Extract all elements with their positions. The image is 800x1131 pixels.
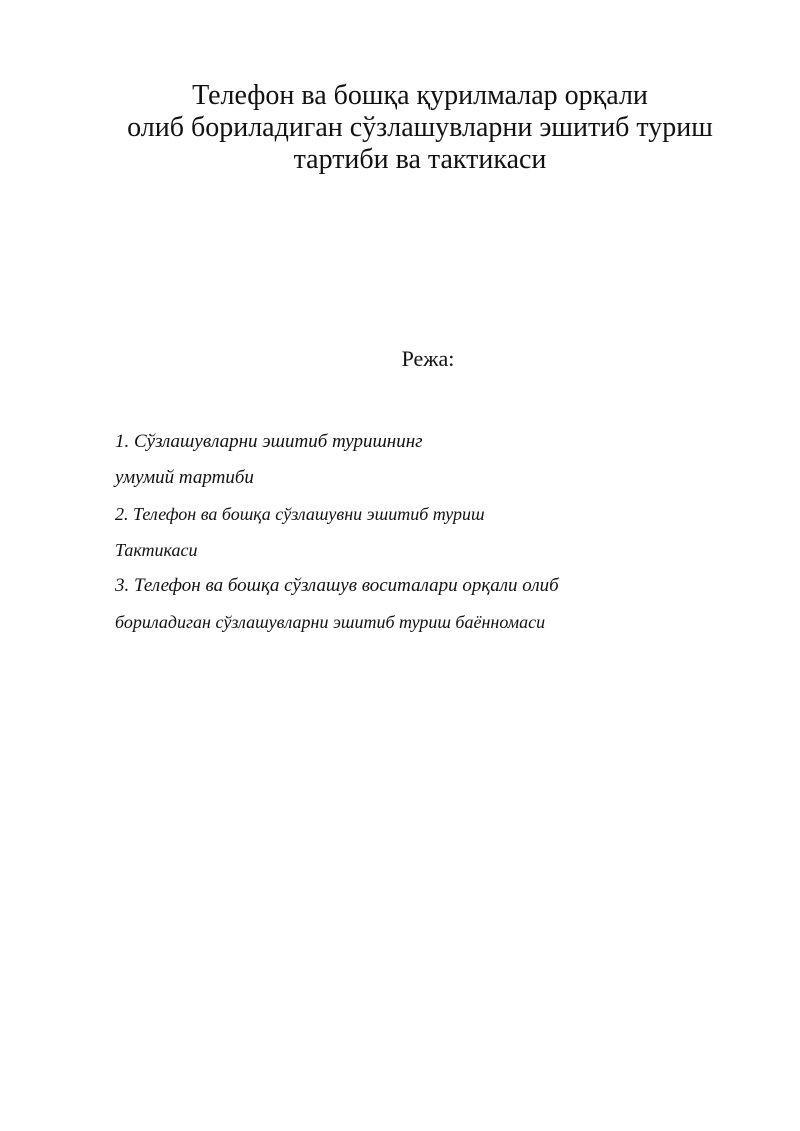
plan-item-3-line-2: бориладиган сўзлашувларни эшитиб туриш баённомаси: [115, 612, 546, 632]
plan-item-1-line-1: 1. Сўзлашувларни эшитиб туришнинг: [115, 431, 423, 452]
document-title: [60, 80, 780, 176]
title-line-1: Телефон ва бошқа қурилмалар орқали: [192, 80, 648, 111]
title-line-3: тартиби ва тактикаси: [293, 144, 547, 175]
plan-item-3-line-1: 3. Телефон ва бошқа сўзлашув воситалари орқали олиб: [115, 575, 559, 596]
plan-heading: Режа:: [401, 346, 455, 371]
plan-item-2-line-1: 2. Телефон ва бошқа сўзлашувни эшитиб туриш: [115, 504, 485, 524]
title-line-2: олиб бориладиган сўзлашувларни эшитиб туриш: [127, 112, 713, 143]
plan-item-1-line-2: умумий тартиби: [115, 467, 254, 488]
plan-list: [115, 428, 755, 644]
plan-item-2-line-2: Тактикаси: [115, 540, 198, 560]
